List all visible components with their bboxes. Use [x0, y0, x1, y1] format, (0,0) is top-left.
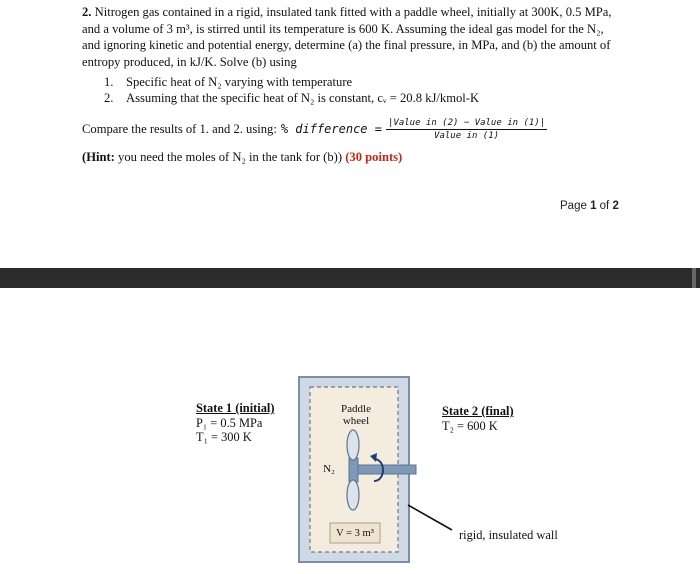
- wall-leader-line: [408, 505, 452, 530]
- state-1-title: State 1 (initial): [196, 401, 275, 415]
- volume-label: V = 3 m³: [336, 528, 374, 539]
- problem-line-4: entropy produced, in kJ/K. Solve (b) using: [82, 54, 297, 69]
- problem-line-2: and a volume of 3 m³, is stirred until its temperature is 600 K. Assuming the ideal gas model for the N₂,: [82, 21, 604, 36]
- problem-line-3: and ignoring kinetic and potential energy, determine (a) the final pressure, in MPa, and (b) the amount of: [82, 38, 611, 52]
- list-item: 1. Specific heat of N₂ varying with temperature: [104, 75, 353, 89]
- state-2-temperature: T₂ = 600 K: [442, 418, 498, 433]
- percent-difference-formula: % difference =: [280, 122, 382, 136]
- page-indicator: Page 1 of 2: [560, 200, 619, 212]
- problem-line-1: 2. Nitrogen gas contained in a rigid, insulated tank fitted with a paddle wheel, initially at 300K, 0.5 MPa,: [82, 5, 612, 19]
- paddle-shaft: [352, 465, 416, 474]
- problem-number: 2.: [82, 5, 92, 19]
- wall-label: rigid, insulated wall: [459, 528, 558, 542]
- state-1-block: [196, 401, 274, 445]
- formula-numerator: |Value in (2) − Value in (1)|: [387, 117, 546, 128]
- paddle-hub: [349, 458, 358, 482]
- hint-line: (Hint: you need the moles of N₂ in the tank for (b)) (30 points): [82, 150, 403, 164]
- formula-denominator: Value in (1): [434, 130, 500, 141]
- points-label: (30 points): [345, 150, 403, 164]
- paddle-blade-top: [347, 430, 359, 460]
- state-2-block: [442, 404, 514, 433]
- state-1-temperature: T₁ = 300 K: [196, 430, 252, 444]
- compare-prefix: Compare the results of 1. and 2. using:: [82, 121, 277, 136]
- state-1-pressure: P₁ = 0.5 MPa: [196, 415, 263, 430]
- state-2-title: State 2 (final): [442, 404, 514, 418]
- paddle-blade-bottom: [347, 480, 359, 510]
- gas-label: N₂: [323, 463, 335, 475]
- list-item: 2. Assuming that the specific heat of N₂ is constant, cᵥ = 20.8 kJ/kmol-K: [104, 91, 480, 105]
- paddle-wheel-label: Paddle wheel: [341, 403, 371, 427]
